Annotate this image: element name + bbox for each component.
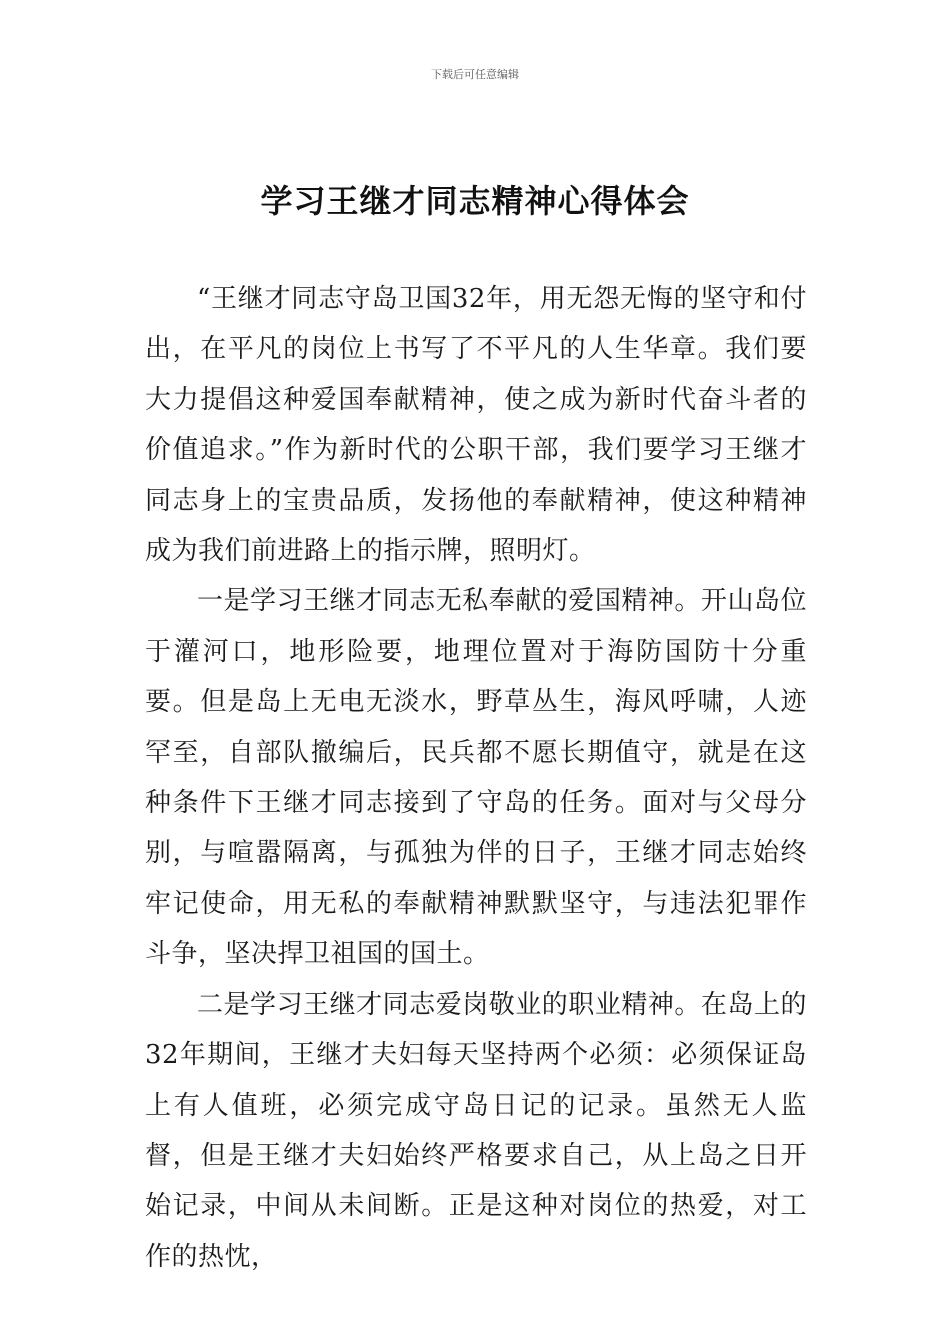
paragraph-intro: “王继才同志守岛卫国32年，用无怨无悔的坚守和付出，在平凡的岗位上书写了不平凡的人生华章。我们要大力提倡这种爱国奉献精神，使之成为新时代奋斗者的价值追求。”作为新时代的公职干部，我们要学习王继才同志身上的宝贵品质，发扬他的奉献精神，使这种精神成为我们前进路上的指示牌，照明灯。 — [145, 284, 807, 567]
paragraph-point-two: 二是学习王继才同志爱岗敬业的职业精神。在岛上的32年期间，王继才夫妇每天坚持两个必须：必须保证岛上有人值班，必须完成守岛日记的记录。虽然无人监督，但是王继才夫妇始终严格要求自己，从上岛之日开始记录，中间从未间断。正是这种对岗位的热爱，对工作的热忱， — [145, 989, 807, 1272]
document-body — [145, 274, 807, 1282]
document-title: 学习王继才同志精神心得体会 — [260, 182, 690, 220]
header-note: 下载后可任意编辑 — [431, 68, 519, 81]
paragraph-point-one: 一是学习王继才同志无私奉献的爱国精神。开山岛位于灌河口，地形险要，地理位置对于海防国防十分重要。但是岛上无电无淡水，野草丛生，海风呼啸，人迹罕至，自部队撤编后，民兵都不愿长期值守，就是在这种条件下王继才同志接到了守岛的任务。面对与父母分别，与喧嚣隔离，与孤独为伴的日子，王继才同志始终牢记使命，用无私的奉献精神默默坚守，与违法犯罪作斗争，坚决捍卫祖国的国土。 — [145, 586, 807, 970]
